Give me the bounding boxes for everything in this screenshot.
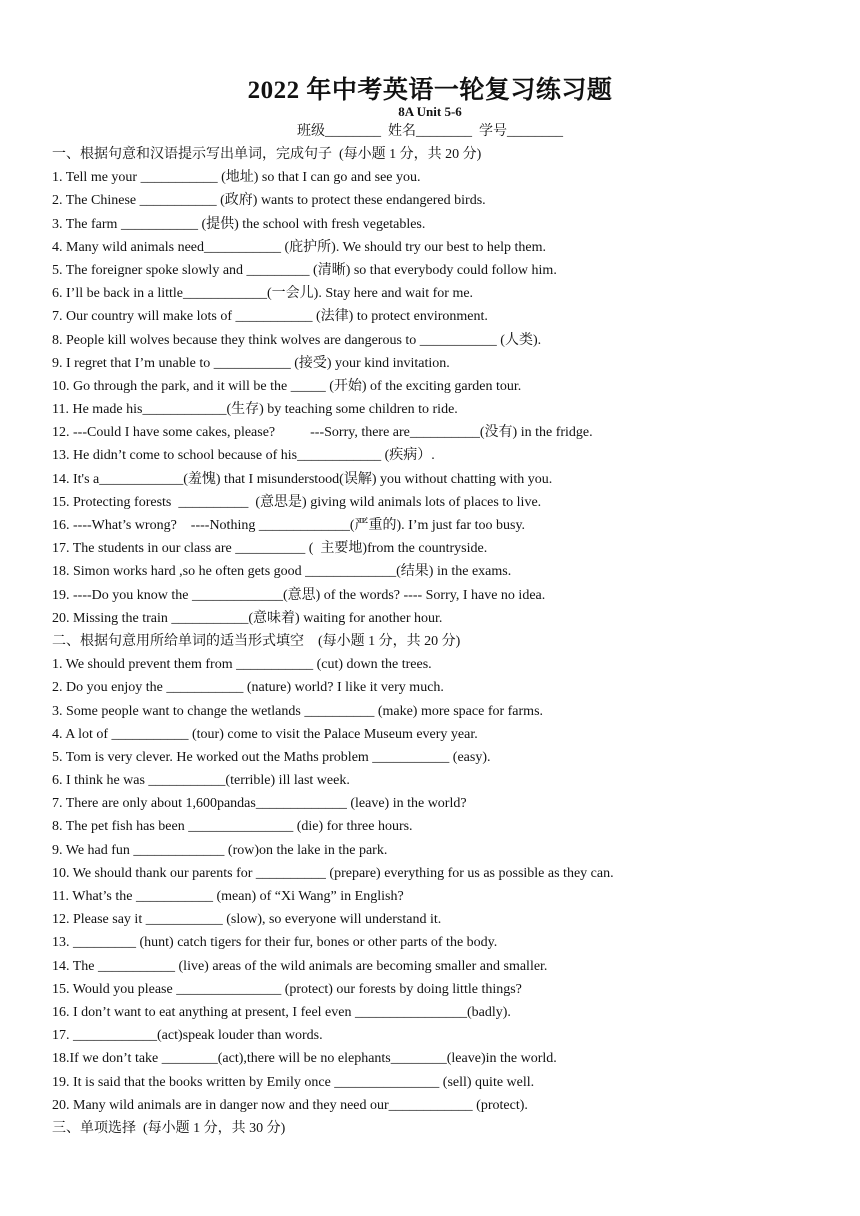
section2-item: 10. We should thank our parents for __________ (prepare) everything for us as possible as they can.: [52, 865, 614, 881]
section2-item: 3. Some people want to change the wetlands __________ (make) more space for farms.: [52, 703, 544, 719]
section2-item: 9. We had fun _____________ (row)on the lake in the park.: [52, 842, 388, 858]
section1-item: 19. ----Do you know the _____________(意思) of the words? ---- Sorry, I have no idea.: [52, 587, 546, 603]
section2-item: 17. ____________(act)speak louder than words.: [52, 1028, 323, 1044]
section1-item: 11. He made his____________(生存) by teaching some children to ride.: [52, 402, 458, 418]
section1-item: 8. People kill wolves because they think wolves are dangerous to ___________ (人类).: [52, 332, 542, 348]
section1-item: 18. Simon works hard ,so he often gets good _____________(结果) in the exams.: [52, 564, 512, 580]
section2-item: 16. I don’t want to eat anything at present, I feel even ________________(badly).: [52, 1004, 511, 1020]
section2-item: 12. Please say it ___________ (slow), so everyone will understand it.: [52, 912, 442, 928]
section2-heading: 二、根据句意用所给单词的适当形式填空 (每小题 1 分，共 20 分): [52, 633, 461, 649]
section1-item: 9. I regret that I’m unable to ___________ (接受) your kind invitation.: [52, 355, 450, 371]
section1-item: 1. Tell me your ___________ (地址) so that I can go and see you.: [52, 170, 421, 186]
section2-item: 11. What’s the ___________ (mean) of “Xi Wang” in English?: [52, 889, 404, 904]
worksheet-title: 2022 年中考英语一轮复习练习题: [247, 77, 613, 104]
student-info-fields: 班级________ 姓名________ 学号________: [297, 124, 563, 139]
section2-item: 6. I think he was ___________(terrible) ill last week.: [52, 773, 350, 789]
section1-heading: 一、根据句意和汉语提示写出单词，完成句子 (每小题 1 分，共 20 分): [52, 147, 482, 162]
section1-item: 7. Our country will make lots of ___________ (法律) to protect environment.: [52, 309, 488, 325]
section1-item: 14. It's a____________(羞愧) that I misunderstood(误解) you without chatting with you.: [52, 471, 553, 487]
section1-item: 3. The farm ___________ (提供) the school with fresh vegetables.: [52, 216, 426, 232]
section2-item: 5. Tom is very clever. He worked out the Maths problem ___________ (easy).: [52, 749, 491, 765]
section2-item: 19. It is said that the books written by Emily once _______________ (sell) quite well.: [52, 1074, 535, 1090]
section2-item: 1. We should prevent them from ___________ (cut) down the trees.: [52, 657, 432, 673]
unit-subtitle: 8A Unit 5-6: [398, 104, 462, 119]
section1-item: 2. The Chinese ___________ (政府) wants to protect these endangered birds.: [52, 193, 486, 209]
section1-item: 4. Many wild animals need___________ (庇护所). We should try our best to help them.: [52, 239, 546, 255]
section1-item: 17. The students in our class are __________ ( 主要地)from the countryside.: [52, 541, 488, 557]
worksheet-content: [52, 143, 852, 1140]
section1-item: 16. ----What’s wrong? ----Nothing _____________(严重的). I’m just far too busy.: [52, 518, 526, 533]
section2-item: 7. There are only about 1,600pandas_____________ (leave) in the world?: [52, 796, 467, 812]
section1-item: 12. ---Could I have some cakes, please? ---Sorry, there are__________(没有) in the fridge.: [52, 425, 593, 441]
section2-item: 18.If we don’t take ________(act),there will be no elephants________(leave)in the world.: [52, 1051, 557, 1067]
section2-item: 8. The pet fish has been _______________ (die) for three hours.: [52, 819, 413, 835]
section1-item: 15. Protecting forests __________ (意思是) giving wild animals lots of places to live.: [52, 494, 542, 510]
section1-item: 13. He didn’t come to school because of his____________ (疾病）.: [52, 448, 435, 464]
section2-item: 14. The ___________ (live) areas of the wild animals are becoming smaller and smaller.: [52, 958, 548, 974]
section2-item: 4. A lot of ___________ (tour) come to visit the Palace Museum every year.: [52, 726, 478, 742]
section3-heading: 三、单项选择 (每小题 1 分，共 30 分): [52, 1120, 286, 1136]
section1-item: 10. Go through the park, and it will be the _____ (开始) of the exciting garden tour.: [52, 378, 522, 394]
section2-item: 15. Would you please _______________ (protect) our forests by doing little things?: [52, 981, 522, 997]
section2-item: 2. Do you enjoy the ___________ (nature) world? I like it very much.: [52, 680, 444, 696]
section1-item: 20. Missing the train ___________(意味着) waiting for another hour.: [52, 610, 443, 626]
section1-item: 6. I’ll be back in a little____________(一会儿). Stay here and wait for me.: [52, 286, 474, 302]
section1-item: 5. The foreigner spoke slowly and _________ (清晰) so that everybody could follow him.: [52, 262, 557, 278]
section2-item: 20. Many wild animals are in danger now and they need our____________ (protect).: [52, 1097, 528, 1113]
section2-item: 13. _________ (hunt) catch tigers for their fur, bones or other parts of the body.: [52, 935, 498, 951]
